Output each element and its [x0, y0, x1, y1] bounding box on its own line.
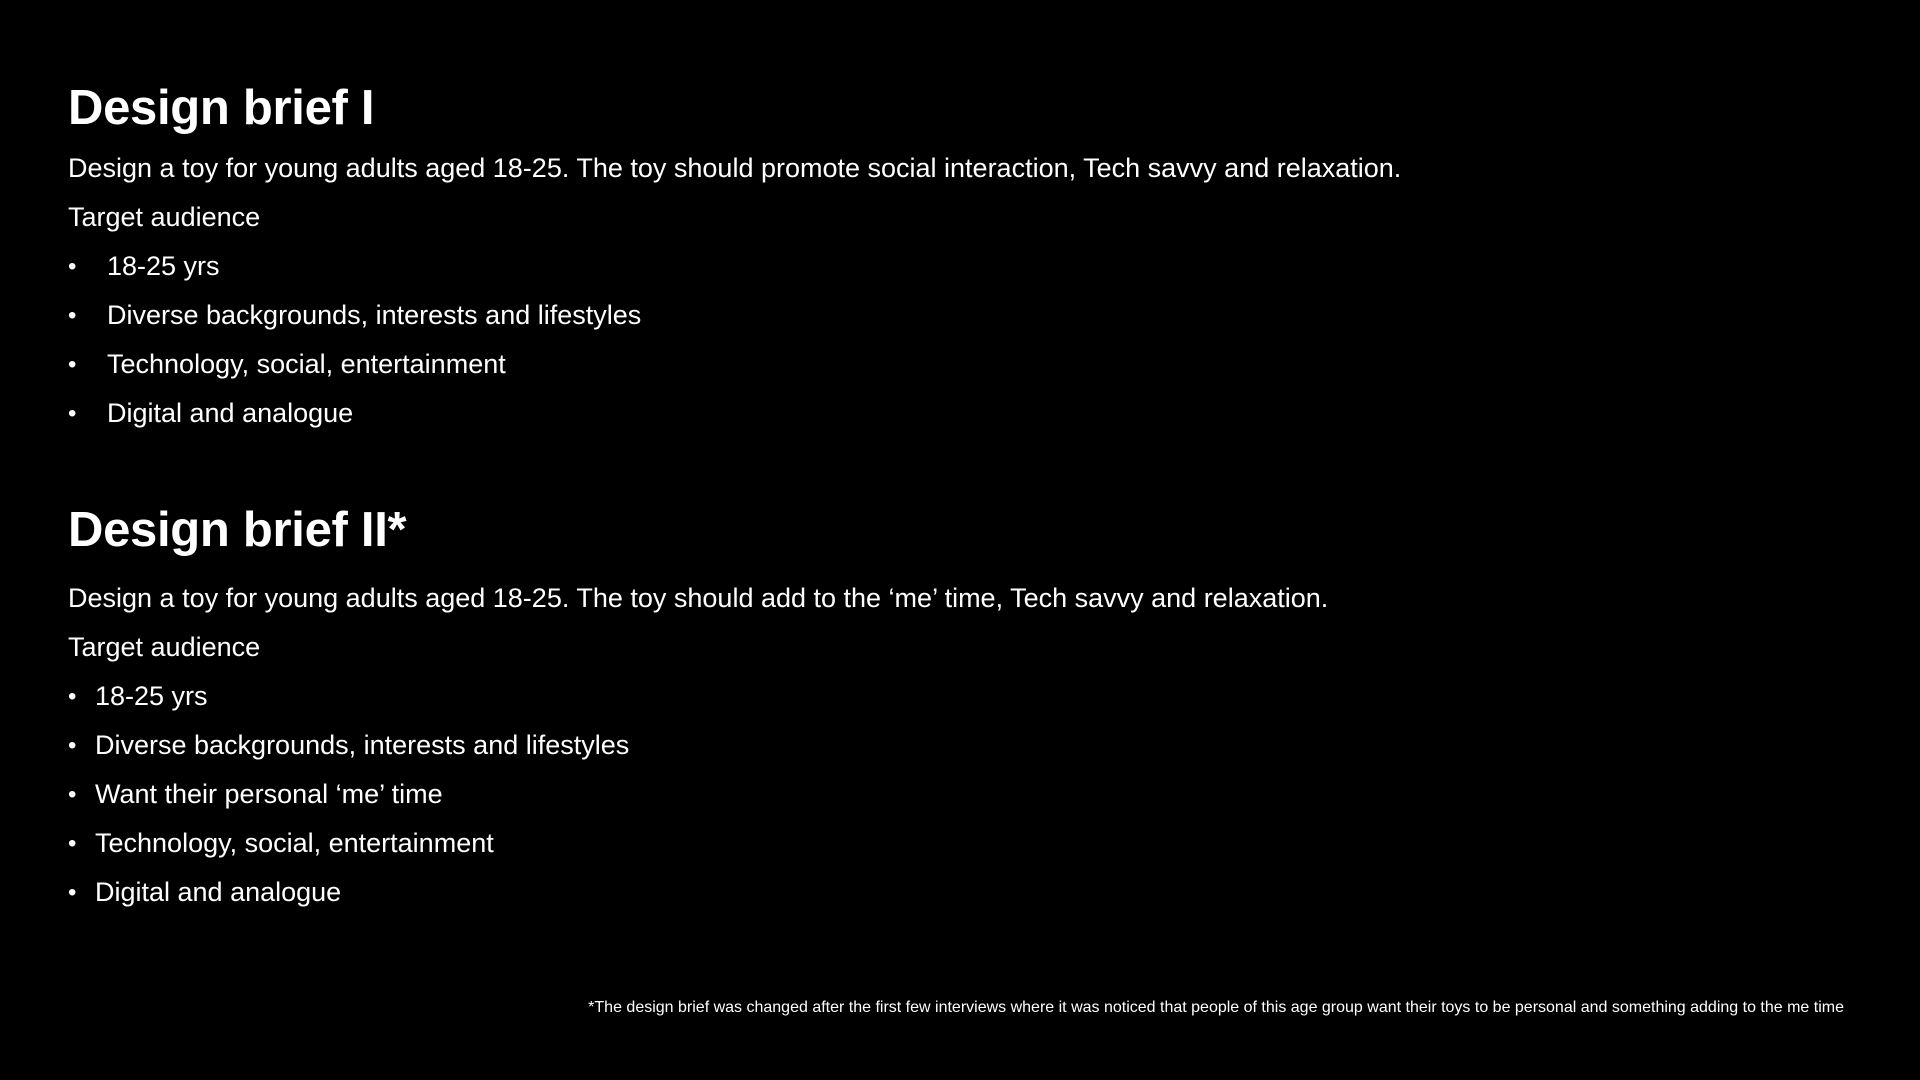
- list-item-text: 18-25 yrs: [107, 251, 220, 281]
- list-item: [68, 770, 1828, 819]
- design-brief-1-section: [68, 78, 1828, 438]
- list-item: [68, 242, 1828, 291]
- list-item: [68, 868, 1828, 917]
- list-item-text: Diverse backgrounds, interests and lifestyles: [107, 300, 642, 330]
- list-item: [68, 291, 1828, 340]
- list-item-text: Diverse backgrounds, interests and lifestyles: [95, 730, 630, 760]
- bullet-icon: •: [68, 830, 77, 857]
- list-item: [68, 340, 1828, 389]
- list-item-text: Digital and analogue: [95, 877, 342, 907]
- bullet-icon: •: [68, 781, 77, 808]
- design-brief-1-audience-list: [68, 242, 1828, 438]
- list-item-text: Technology, social, entertainment: [95, 828, 494, 858]
- bullet-icon: •: [68, 253, 77, 280]
- list-item-text: Digital and analogue: [107, 398, 354, 428]
- bullet-icon: •: [68, 683, 77, 710]
- bullet-icon: •: [68, 400, 77, 427]
- list-item-text: Want their personal ‘me’ time: [95, 779, 443, 809]
- design-brief-2-audience-list: [68, 672, 1828, 917]
- list-item-text: 18-25 yrs: [95, 681, 208, 711]
- list-item: [68, 672, 1828, 721]
- footnote: *The design brief was changed after the first few interviews where it was noticed that people of this age group want their toys to be personal and something adding to the me time: [588, 999, 1844, 1016]
- list-item: [68, 819, 1828, 868]
- design-brief-1-description: Design a toy for young adults aged 18-25. The toy should promote social interaction, Tech savvy and relaxation.: [68, 153, 1402, 183]
- design-brief-2-description: Design a toy for young adults aged 18-25. The toy should add to the ‘me’ time, Tech savvy and relaxation.: [68, 583, 1329, 613]
- list-item-text: Technology, social, entertainment: [107, 349, 506, 379]
- design-brief-1-audience-label: Target audience: [68, 202, 261, 232]
- list-item: [68, 721, 1828, 770]
- design-brief-2-audience-label: Target audience: [68, 632, 261, 662]
- bullet-icon: •: [68, 732, 77, 759]
- design-brief-1-title: Design brief I: [68, 81, 375, 135]
- bullet-icon: •: [68, 879, 77, 906]
- list-item: [68, 389, 1828, 438]
- design-brief-2-section: [68, 500, 1828, 917]
- design-brief-2-title: Design brief II*: [68, 503, 407, 557]
- bullet-icon: •: [68, 302, 77, 329]
- bullet-icon: •: [68, 351, 77, 378]
